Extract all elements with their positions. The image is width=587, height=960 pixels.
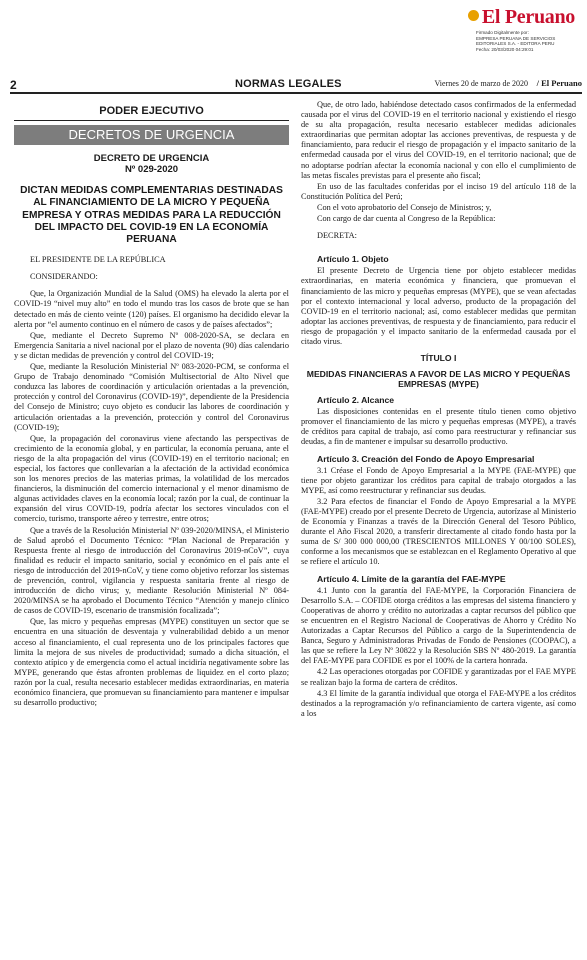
issue-date: Viernes 20 de marzo de 2020 (434, 79, 528, 88)
article-2-text: Las disposiciones contenidas en el presente título tienen como objetivo promover el financiamiento de las micro y pequeñas empresas (MYPE), a través de créditos para capital de trabajo, así como para reestructurar y refinanciar sus deudas, a fin de mantener e impulsar su desarrollo productivo. (301, 407, 576, 447)
el-peruano-logo: El Peruano (468, 6, 575, 29)
congreso-paragraph: Con cargo de dar cuenta al Congreso de la República: (317, 214, 496, 224)
decree-number: DECRETO DE URGENCIA Nº 029-2020 (93, 153, 210, 176)
considerando-paragraph: Que, las micro y pequeñas empresas (MYPE) constituyen un sector que se encuentra en una situación de desventaja y vulnerabilidad debido a un menor acceso al financiamiento, el cual representa uno de los principales factores que limita la mejora de sus niveles de productividad; sumado a dicha situación, el contexto atípico y de emergencia como el actual incidiría negativamente sobre las MYPE, generando que éstas afronten problemas de liquidez en el corto plazo; razón por la cual, resulta necesario establecer medidas extraordinarias, en materia económico financiera, que promuevan su financiamiento para mantener e impulsar su desarrollo productivo; (14, 617, 289, 708)
article-3-heading: Artículo 3. Creación del Fondo de Apoyo Empresarial (317, 453, 535, 464)
considerando-paragraph: Que, la propagación del coronavirus viene afectando las perspectivas de crecimiento de la economía global, y en particular, la economía peruana, ante el riesgo de la alta propagación del virus (COVID-19) en el territorio nacional; en especial, los factores que conllevarían a la afectación de la actividad económica son los menores precios de las materias primas, la volatilidad de los mercados financieros, la disminución del comercio internacional y el menor dinamismo de algunas actividades claves en la economía local; razón por la cual, de continuar la expansión del virus COVID-19, podría afectar los sectores vinculados con el comercio, turismo, transporte aéreo y terrestre, entre otros; (14, 433, 289, 524)
article-1-text: El presente Decreto de Urgencia tiene por objeto establecer medidas extraordinarias, en materia económica y financiera, que promuevan el financiamiento de las micro y pequeñas empresas (MYPE), que se vean afectadas por el contexto internacional y local adverso, producto de la propagación del COVID-19 en el territorio nacional; así, como establecer medidas que permitan adoptar las acciones preventivas, de respuesta y de financiamiento, para reducir el riesgo de propagación y el impacto sanitario de la enfermedad causada por el citado virus. (301, 266, 576, 346)
header-brand: / El Peruano (536, 78, 582, 88)
voto-paragraph: Con el voto aprobatorio del Consejo de Ministros; y, (317, 202, 492, 212)
article-2-heading: Artículo 2. Alcance (317, 395, 395, 406)
considerando-paragraph: Que, la Organización Mundial de la Salud (OMS) ha elevado la alerta por el COVID-19 “nivel muy alto” en todo el mundo tras los casos de brote que se han detectado en más de ciento veinte (120) países. El organismo ha decidido elevar la alerta por “el aumento continuo en el número de casos y de países afectados”; (14, 289, 289, 329)
sun-icon (468, 10, 479, 21)
page-header (10, 78, 582, 94)
titulo-name: MEDIDAS FINANCIERAS A FAVOR DE LAS MICRO Y PEQUEÑAS EMPRESAS (MYPE) (306, 369, 571, 390)
left-column (14, 100, 289, 709)
signature-line: EDITORIALES S.A. - EDITORA PERU (476, 41, 555, 47)
article-4-2-text: 4.2 Las operaciones otorgadas por COFIDE y garantizadas por el FAE MYPE se realizan bajo la forma de cartera de créditos. (301, 667, 576, 687)
article-4-3-text: 4.3 El límite de la garantía individual que otorga el FAE-MYPE a los créditos destinados a la reprogramación y/o refinanciamiento de cartera vigente, así como a los (301, 688, 576, 718)
digital-signature (476, 30, 582, 52)
section-title: NORMAS LEGALES (235, 78, 342, 90)
decretos-de-urgencia-banner: DECRETOS DE URGENCIA (14, 125, 289, 145)
signature-line: Fecha: 20/03/2020 04:29:01 (476, 46, 534, 52)
considerando-paragraph: Que, mediante la Resolución Ministerial Nº 083-2020-PCM, se conforma el Grupo de Trabajo denominado “Comisión Multisectorial de Alto Nivel que conduzca las labores de coordinación y articulación orientadas a la prevención, protección y control del Coronavirus (COVID-19)”, dependiente de la Presidencia del Consejo de Ministro; cuyo objeto es conducir las labores de coordinación y articulación orientadas a la prevención, protección y control del Coronavirus (COVID-19); (14, 362, 289, 432)
article-3-1-text: 3.1 Créase el Fondo de Apoyo Empresarial a la MYPE (FAE-MYPE) que tiene por objeto garantizar los créditos para capital de trabajo otorgados a las MYPE, así como reestructurar y refinanciar sus deudas. (301, 465, 576, 495)
considerando-paragraph: Que, mediante el Decreto Supremo Nº 008-2020-SA, se declara en Emergencia Sanitaria a nivel nacional por el plazo de noventa (90) días calendario y se dictan medidas de prevención y control del COVID-19; (14, 330, 289, 360)
considerando-label: CONSIDERANDO: (30, 272, 98, 282)
masthead (0, 0, 587, 72)
titulo-heading: TÍTULO I (420, 353, 457, 364)
considerando-paragraph: Que, de otro lado, habiéndose detectado casos confirmados de la enfermedad causada por el virus del COVID-19 en el territorio nacional y existiendo el riesgo de su alta propagación, resulta necesario establecer medidas adicionales extraordinarias que permitan adoptar las acciones preventivas, de respuesta y de financiamiento, para reducir el riesgo de propagación y el impacto sanitario de la enfermedad causada por el virus del COVID-19, en el territorio nacional; que de no adoptarse podrían afectar la economía nacional y con ello el cumplimiento de las metas fiscales previstas para el presente año fiscal; (301, 100, 576, 180)
article-4-1-text: 4.1 Junto con la garantía del FAE-MYPE, la Corporación Financiera de Desarrollo S.A. – COFIDE otorga créditos a las empresas del sistema financiero y Cooperativas de ahorro y crédito no autorizadas a captar recursos del público que se encuentren en el Registro Nacional de Cooperativas de Ahorro y Crédito No Autorizadas a Captar Recursos del Público a cargo de la Superintendencia de Banca, Seguro y Administradoras Privadas de Fondo de Pensiones (COOPAC), a las que se refiere la Ley Nº 30822 y la Resolución SBS Nº 480-2019. La garantía del FAE-MYPE para COFIDE es por el 100% de la cartera honrada. (301, 585, 576, 666)
facultades-paragraph: En uso de las facultades conferidas por el inciso 19 del artículo 118 de la Constitución Política del Perú; (301, 181, 576, 201)
considerando-paragraph: Que a través de la Resolución Ministerial Nº 039-2020/MINSA, el Ministerio de Salud aprobó el Documento Técnico: “Plan Nacional de Preparación y Respuesta frente al riesgo de introducción del Coronavirus 2019-nCoV”, cuya finalidad es reducir el impacto sanitario, social y económico en el país ante el riesgo de introducción del 2019-nCoV, y tiene como objetivo reforzar los sistemas de prevención, control, vigilancia y respuesta sanitaria frente al riesgo de introducción de dicho virus; y, mediante Resolución Ministerial Nº 084-2020/MINSA se ha aprobado el Documento Técnico “Atención y manejo clínico de casos de COVID-19, escenario de transmisión focalizada”; (14, 525, 289, 616)
decreta-label: DECRETA: (317, 231, 357, 241)
signature-line: Firmado Digitalmente por: (476, 30, 529, 35)
article-3-2-text: 3.2 Para efectos de financiar el Fondo de Apoyo Empresarial a la MYPE (FAE-MYPE) creado por el presente Decreto de Urgencia, autorízase al Ministerio de Economía y Finanzas a través de la Dirección General del Tesoro Público, durante el Año Fiscal 2020, a transferir directamente al citado fondo hasta por la suma de S/ 300 000 000,00 (TRESCIENTOS MILLONES Y 00/100 SOLES), conforme a los mecanismos que se establezcan en el Reglamento Operativo al que se refiere el artículo 10. (301, 496, 576, 567)
decree-title: DICTAN MEDIDAS COMPLEMENTARIAS DESTINADAS AL FINANCIAMIENTO DE LA MICRO Y PEQUEÑA EMPRESA Y OTRAS MEDIDAS PARA LA REDUCCIÓN DEL IMPACTO DEL COVID-19 EN LA ECONOMÍA PERUANA (20, 185, 283, 245)
right-column (301, 100, 576, 720)
article-1-heading: Artículo 1. Objeto (317, 254, 389, 265)
poder-ejecutivo-heading: PODER EJECUTIVO (14, 100, 289, 121)
slash-icon: / (536, 78, 542, 88)
presidente-line: EL PRESIDENTE DE LA REPÚBLICA (30, 255, 166, 265)
article-4-heading: Artículo 4. Límite de la garantía del FAE-MYPE (317, 573, 506, 584)
signature-line: EMPRESA PERUANA DE SERVICIOS (476, 35, 556, 41)
page-number: 2 (10, 78, 17, 92)
